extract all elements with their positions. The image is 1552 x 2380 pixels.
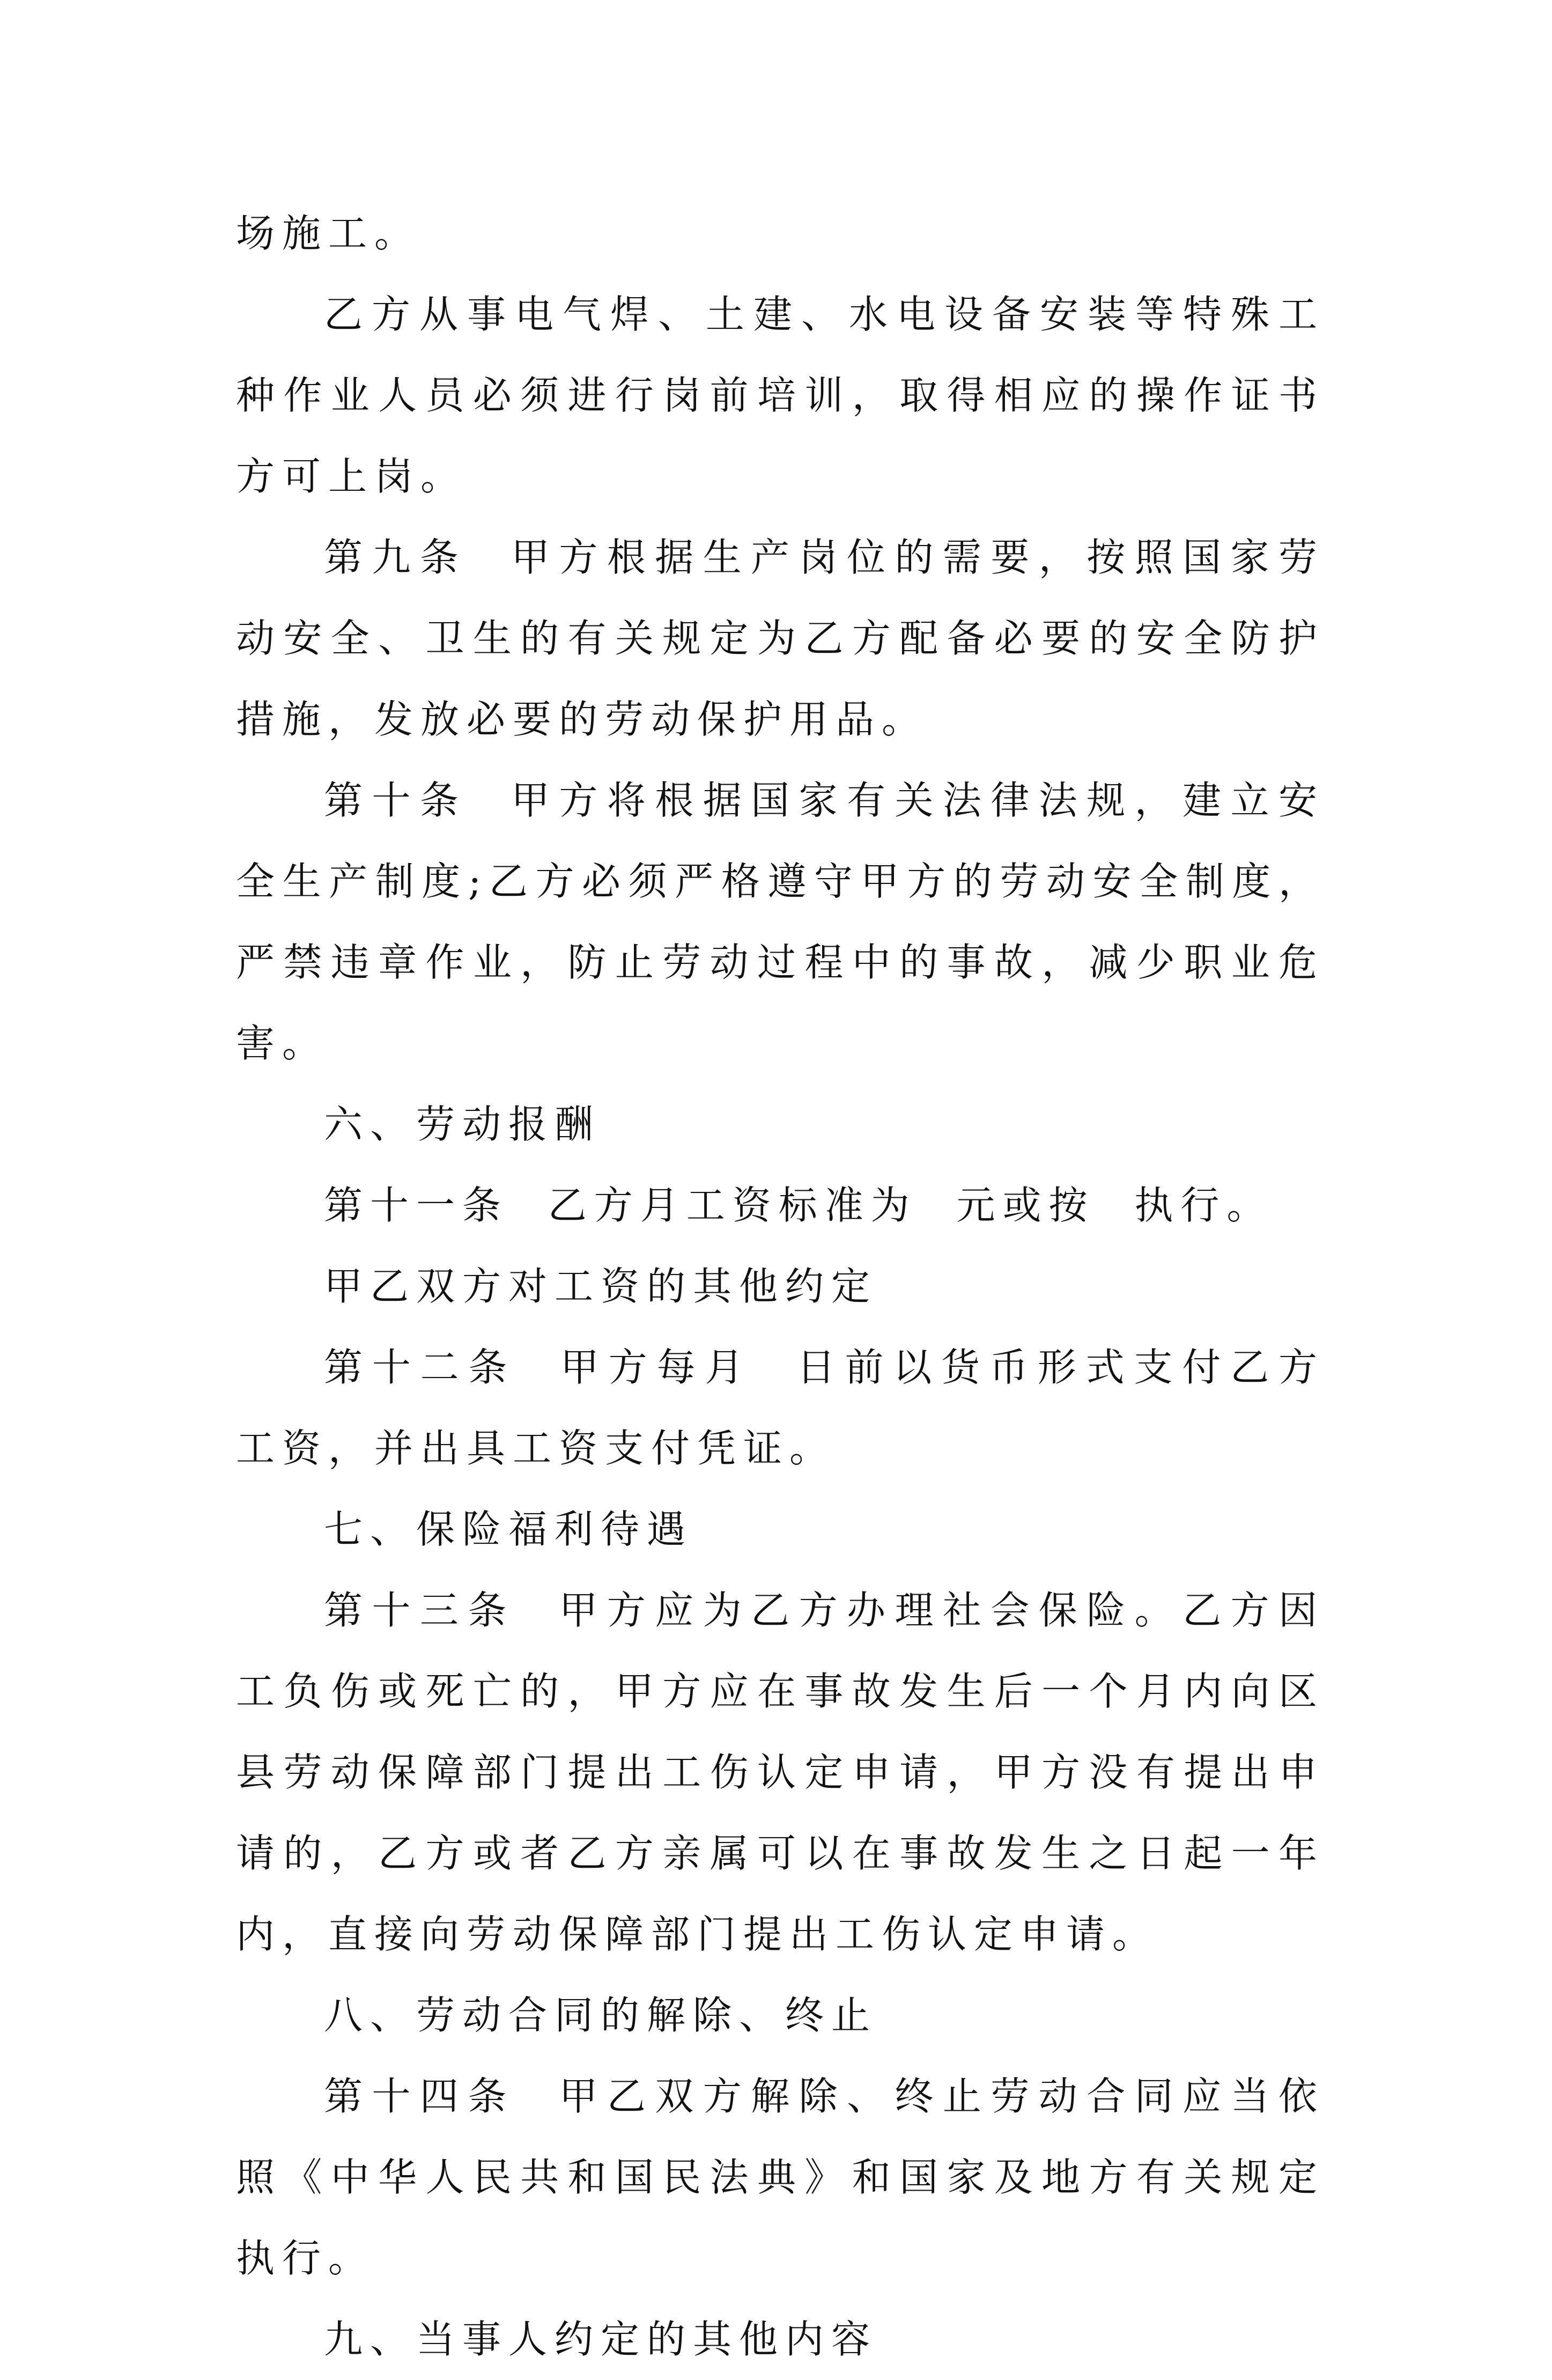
paragraph-special-workers: 乙方从事电气焊、土建、水电设备安装等特殊工种作业人员必须进行岗前培训，取得相应的操作证书方可上岗。 [236, 292, 1325, 499]
paragraph-other-wage-agreement: 甲乙双方对工资的其他约定 [324, 1264, 878, 1309]
article-9: 第九条 甲方根据生产岗位的需要，按照国家劳动安全、卫生的有关规定为乙方配备必要的安全防护措施，发放必要的劳动保护用品。 [236, 535, 1325, 742]
article-12: 第十二条 甲方每月 日前以货币形式支付乙方工资，并出具工资支付凭证。 [236, 1345, 1325, 1471]
section-heading-other-content: 九、当事人约定的其他内容 [324, 2317, 878, 2362]
article-11: 第十一条 乙方月工资标准为 元或按 执行。 [324, 1183, 1273, 1228]
paragraph-continuation: 场施工。 [236, 211, 421, 256]
section-heading-termination: 八、劳动合同的解除、终止 [324, 1993, 878, 2038]
article-14: 第十四条 甲乙双方解除、终止劳动合同应当依照《中华人民共和国民法典》和国家及地方有关规定执行。 [236, 2074, 1325, 2281]
article-13: 第十三条 甲方应为乙方办理社会保险。乙方因工负伤或死亡的，甲方应在事故发生后一个月内向区县劳动保障部门提出工伤认定申请，甲方没有提出申请的，乙方或者乙方亲属可以在事故发生之日起一年内，直接向劳动保障部门提出工伤认定申请。 [236, 1588, 1325, 1957]
article-10: 第十条 甲方将根据国家有关法律法规，建立安全生产制度;乙方必须严格遵守甲方的劳动安全制度，严禁违章作业，防止劳动过程中的事故，减少职业危害。 [236, 778, 1325, 1066]
section-heading-insurance: 七、保险福利待遇 [324, 1507, 693, 1552]
section-heading-remuneration: 六、劳动报酬 [324, 1102, 601, 1147]
document-body [236, 193, 1325, 2380]
